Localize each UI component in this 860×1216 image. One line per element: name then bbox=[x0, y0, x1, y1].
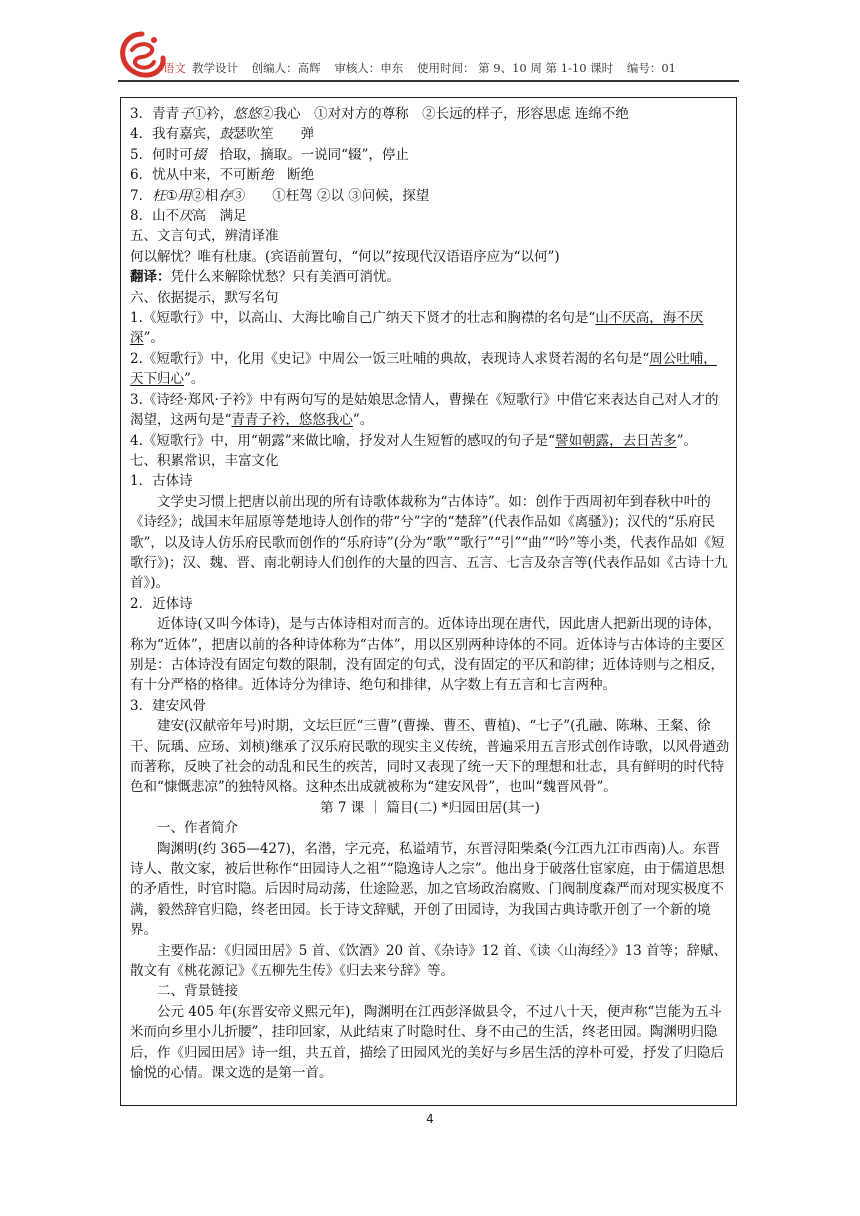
answer-text: 青青子衿，悠悠我心 bbox=[231, 412, 353, 429]
vocab-line-3: 3．青青子①衿，悠悠②我心 ①对对方的尊称 ②长远的样子，形容思虑 连绵不绝 bbox=[130, 106, 629, 122]
key-word: 掇 bbox=[192, 146, 207, 163]
lesson-heading: 一、作者简介 bbox=[157, 820, 238, 837]
paragraph-jian-an: 建安(汉献帝年号)时期，文坛巨匠“三曹”(曹操、曹丕、曹植)、“七子”(孔融、陈琳、王粲、徐干、阮瑀、应玚、刘桢)继承了汉乐府民歌的现实主义传统，普遍采用五言形式创作诗歌，以风骨遒劲而著称，反映了社会的动乱和民生的疾苦，同时又表现了统一天下的理想和壮志，具有鲜明的时代特色和“慷慨悲凉”的独特风格。这种杰出成就被称为“建安风骨”，也叫“魏晋风骨”。 bbox=[130, 718, 730, 796]
key-word: 用 bbox=[177, 187, 192, 204]
recite-question-2: 2.《短歌行》中，化用《史记》中周公一饭三吐哺的典故，表现诗人求贤若渴的名句是“周公吐哺，天下归心”。 bbox=[130, 350, 717, 388]
vocab-line-6: 6．忧从中来，不可断绝 断绝 bbox=[130, 167, 315, 184]
vocab-line-5: 5．何时可掇 拾取，摘取。一说同“辍”，停止 bbox=[130, 146, 409, 163]
header-reviewer: 审核人：申东 bbox=[334, 61, 404, 75]
subsection-heading: 2．近体诗 bbox=[130, 595, 193, 612]
header-divider bbox=[118, 80, 739, 82]
key-word: 厌 bbox=[179, 208, 193, 225]
paragraph-modern-poetry: 近体诗(又叫今体诗)，是与古体诗相对而言的。近体诗出现在唐代，因此唐人把新出现的诗体，称为“近体”，把唐以前的各种诗体称为“古体”，用以区别两种诗体的不同。近体诗与古体诗的主要区别是：古体诗没有固定句数的限制，没有固定的句式，没有固定的平仄和韵律；近体诗则与之相反，有十分严格的格律。近体诗分为律诗、绝句和排律，从字数上有五言和七言两种。 bbox=[130, 616, 725, 694]
vocab-line-4: 4．我有嘉宾，鼓瑟吹笙 弹 bbox=[130, 126, 315, 143]
header-number: 编号：01 bbox=[626, 61, 676, 75]
section-5-sentence: 何以解忧？唯有杜康。(宾语前置句，“何以”按现代汉语语序应为“以何”) bbox=[130, 248, 560, 265]
key-word: 子 bbox=[179, 106, 193, 122]
paragraph-ancient-poetry: 文学史习惯上把唐以前出现的所有诗歌体裁称为“古体诗”。如：创作于西周初年到春秋中叶的《诗经》；战国末年屈原等楚地诗人创作的带“兮”字的“楚辞”(代表作品如《离骚》)；汉代的“乐府民歌”，以及诗人仿乐府民歌而创作的“乐府诗”(分为“歌”“歌行”“引”“曲”“吟”等小类，代表作品如《短歌行》)；汉、魏、晋、南北朝诗人们创作的大量的四言、五言、七言及杂言等(代表作品如《古诗十九首》)。 bbox=[130, 493, 728, 592]
recite-question-3: 3.《诗经·郑风·子衿》中有两句写的是姑娘思念情人，曹操在《短歌行》中借它来表达自己对人才的渴望，这两句是“青青子衿，悠悠我心”。 bbox=[130, 391, 719, 429]
header-time: 使用时间： 第 9、10 周 第 1-10 课时 bbox=[416, 61, 614, 75]
answer-text: 山不厌高，海不厌深 bbox=[130, 310, 704, 347]
section-6-title: 六、依据提示，默写名句 bbox=[130, 289, 279, 306]
subsection-heading: 3．建安风骨 bbox=[130, 697, 207, 714]
vocab-line-7: 7．枉①用②相存③ ①枉驾 ②以 ③问候，探望 bbox=[130, 187, 430, 204]
section-7-title: 七、积累常识，丰富文化 bbox=[130, 452, 279, 469]
paragraph-background: 公元 405 年(东晋安帝义熙元年)，陶渊明在江西彭泽做县令，不过八十天，便声称“岂能为五斗米而向乡里小儿折腰”，挂印回家，从此结束了时隐时仕、身不由己的生活，终老田园。陶渊明归隐后，作《归园田居》诗一组，共五首，描绘了田园风光的美好与乡居生活的淳朴可爱，抒发了归隐后愉悦的心情。课文选的是第一首。 bbox=[130, 1003, 724, 1082]
lesson-title: 第 7 课 ｜ 篇目(二) *归园田居(其一) bbox=[320, 799, 540, 816]
key-word: 枉 bbox=[152, 187, 166, 204]
key-word: 悠悠 bbox=[233, 106, 261, 122]
document-body bbox=[130, 104, 730, 1084]
logo-icon bbox=[118, 30, 166, 80]
paragraph-author-bio: 陶渊明(约 365—427)，名潜，字元亮，私谥靖节，东晋浔阳柴桑(今江西九江市西南)人。东晋诗人、散文家，被后世称作“田园诗人之祖”“隐逸诗人之宗”。他出身于破落仕宦家庭，由于儒道思想的矛盾性，时官时隐。后因时局动荡，仕途险恶，加之官场政治腐败、门阀制度森严而对现实极度不满，毅然辞官归隐，终老田园。长于诗文辞赋，开创了田园诗，为我国古典诗歌开创了一个新的境界。 bbox=[130, 840, 725, 939]
subsection-heading: 1．古体诗 bbox=[130, 473, 193, 490]
key-word: 绝 bbox=[260, 167, 274, 184]
page-header bbox=[0, 0, 860, 100]
answer-text: 譬如朝露，去日苦多 bbox=[555, 432, 677, 449]
recite-question-4: 4.《短歌行》中，用“朝露”来做比喻，抒发对人生短暂的感叹的句子是“譬如朝露，去日苦多”。 bbox=[130, 432, 697, 449]
page-number: 4 bbox=[426, 1112, 434, 1126]
vocab-line-8: 8．山不厌高 满足 bbox=[130, 208, 247, 225]
section-5-translation: 翻译：凭什么来解除忧愁？只有美酒可消忧。 bbox=[130, 269, 400, 286]
key-word: 鼓 bbox=[219, 126, 234, 143]
header-editor: 创编人：高辉 bbox=[251, 61, 321, 75]
header-subject: 语文 bbox=[163, 61, 186, 75]
key-word: 存 bbox=[218, 187, 232, 204]
lesson-heading: 二、背景链接 bbox=[157, 983, 238, 1000]
answer-text: 周公吐哺，天下归心 bbox=[130, 350, 717, 388]
section-5-title: 五、文言句式，辨清译准 bbox=[130, 228, 279, 245]
header-doc-type: 教学设计 bbox=[192, 61, 238, 75]
header-info bbox=[163, 60, 743, 76]
recite-question-1: 1.《短歌行》中，以高山、大海比喻自己广纳天下贤才的壮志和胸襟的名句是“山不厌高，海不厌深”。 bbox=[130, 310, 704, 347]
paragraph-works: 主要作品：《归园田居》5 首、《饮酒》20 首、《杂诗》12 首、《读〈山海经〉》13 首等；辞赋、散文有《桃花源记》《五柳先生传》《归去来兮辞》等。 bbox=[130, 942, 728, 980]
